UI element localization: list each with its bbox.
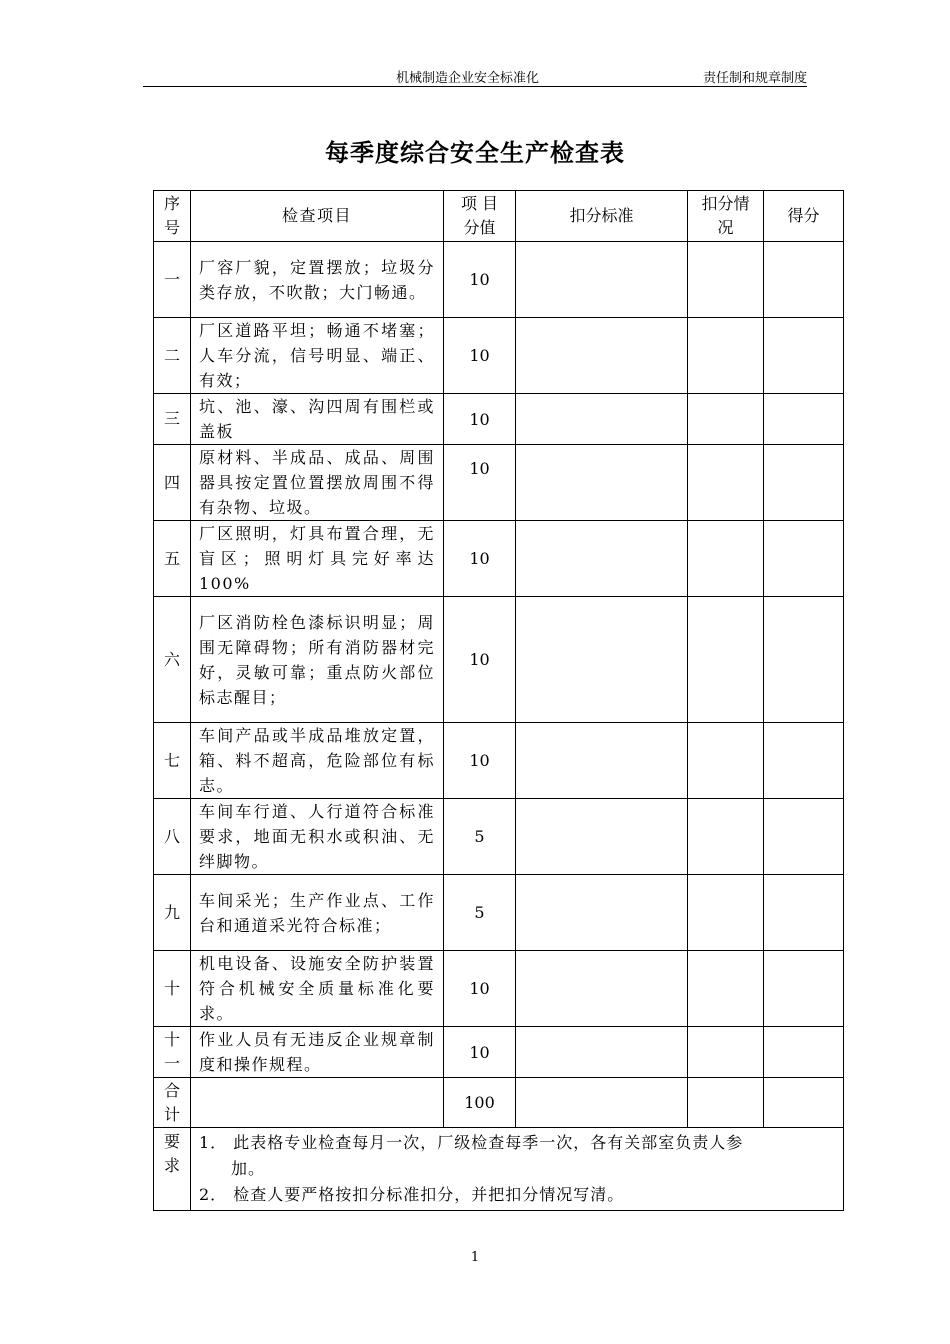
total-deduction-cell xyxy=(688,1078,764,1128)
row-got-cell xyxy=(764,445,844,521)
row-item: 车间车行道、人行道符合标准要求，地面无积水或积油、无绊脚物。 xyxy=(191,799,444,875)
row-seq: 九 xyxy=(154,875,191,951)
table-row xyxy=(154,1027,844,1078)
row-deduction-cell xyxy=(688,1027,764,1078)
row-got-cell xyxy=(764,242,844,318)
requirements-text xyxy=(191,1128,844,1211)
row-seq: 七 xyxy=(154,723,191,799)
row-standard-cell xyxy=(516,1027,688,1078)
requirements-label-line1: 要 xyxy=(163,1132,180,1151)
row-deduction-cell xyxy=(688,242,764,318)
row-item: 原材料、半成品、成品、周围器具按定置位置摆放周围不得有杂物、垃圾。 xyxy=(191,445,444,521)
row-standard-cell xyxy=(516,723,688,799)
row-got-cell xyxy=(764,394,844,445)
row-seq: 四 xyxy=(154,445,191,521)
row-item: 厂区道路平坦；畅通不堵塞；人车分流，信号明显、端正、有效； xyxy=(191,318,444,394)
row-standard-cell xyxy=(516,394,688,445)
row-item: 车间产品或半成品堆放定置，箱、料不超高，危险部位有标志。 xyxy=(191,723,444,799)
row-score: 10 xyxy=(444,242,516,318)
header-left-text: 机械制造企业安全标准化 xyxy=(396,71,540,86)
requirements-label xyxy=(154,1128,191,1211)
table-row xyxy=(154,597,844,723)
header-standard: 扣分标准 xyxy=(516,191,688,242)
row-score: 10 xyxy=(444,1027,516,1078)
row-seq: 五 xyxy=(154,521,191,597)
row-got-cell xyxy=(764,1027,844,1078)
row-got-cell xyxy=(764,799,844,875)
table-row xyxy=(154,521,844,597)
row-standard-cell xyxy=(516,445,688,521)
row-score: 10 xyxy=(444,723,516,799)
header-deduction-line1: 扣分情 xyxy=(701,194,750,213)
header-seq-line1: 序 xyxy=(163,194,180,213)
row-score: 10 xyxy=(444,951,516,1027)
page-number: 1 xyxy=(470,1250,480,1265)
total-row xyxy=(154,1078,844,1128)
table-row xyxy=(154,723,844,799)
requirements-row xyxy=(154,1128,844,1211)
row-standard-cell xyxy=(516,318,688,394)
row-got-cell xyxy=(764,521,844,597)
row-deduction-cell xyxy=(688,597,764,723)
header-score-line1: 项 目 xyxy=(460,194,499,213)
row-item: 坑、池、濠、沟四周有围栏或盖板 xyxy=(191,394,444,445)
row-score: 5 xyxy=(444,875,516,951)
row-seq: 二 xyxy=(154,318,191,394)
total-label xyxy=(154,1078,191,1128)
row-seq xyxy=(154,1027,191,1078)
row-standard-cell xyxy=(516,597,688,723)
header-seq xyxy=(154,191,191,242)
row-item: 作业人员有无违反企业规章制度和操作规程。 xyxy=(191,1027,444,1078)
row-score: 10 xyxy=(444,597,516,723)
row-standard-cell xyxy=(516,951,688,1027)
row-deduction-cell xyxy=(688,875,764,951)
row-got-cell xyxy=(764,951,844,1027)
page-title: 每季度综合安全生产检查表 xyxy=(325,138,625,167)
row-score: 5 xyxy=(444,799,516,875)
row-deduction-cell xyxy=(688,723,764,799)
requirement-2: 2． 检查人要严格按扣分标准扣分，并把扣分情况写清。 xyxy=(199,1185,625,1204)
table-header-row xyxy=(154,191,844,242)
row-standard-cell xyxy=(516,799,688,875)
total-item-cell xyxy=(191,1078,444,1128)
requirements-label-line2: 求 xyxy=(163,1156,180,1175)
table-row xyxy=(154,445,844,521)
page-header xyxy=(143,66,807,87)
row-seq: 六 xyxy=(154,597,191,723)
header-got: 得分 xyxy=(764,191,844,242)
total-standard-cell xyxy=(516,1078,688,1128)
inspection-table xyxy=(153,190,844,1211)
total-got-cell xyxy=(764,1078,844,1128)
table-row xyxy=(154,799,844,875)
total-label-line2: 计 xyxy=(163,1104,180,1124)
row-score: 10 xyxy=(444,445,516,521)
row-deduction-cell xyxy=(688,521,764,597)
table-row xyxy=(154,875,844,951)
row-standard-cell xyxy=(516,875,688,951)
row-deduction-cell xyxy=(688,445,764,521)
total-score: 100 xyxy=(444,1078,516,1128)
row-seq-text: 十一 xyxy=(163,1030,180,1073)
row-item: 厂区消防栓色漆标识明显；周围无障碍物；所有消防器材完好，灵敏可靠；重点防火部位标志醒目； xyxy=(191,597,444,723)
table-row xyxy=(154,318,844,394)
row-score: 10 xyxy=(444,394,516,445)
row-item: 厂区照明，灯具布置合理，无盲区；照明灯具完好率达100% xyxy=(191,521,444,597)
requirement-1-continued: 加。 xyxy=(231,1159,266,1178)
header-item: 检查项目 xyxy=(191,191,444,242)
row-got-cell xyxy=(764,723,844,799)
header-deduction xyxy=(688,191,764,242)
row-deduction-cell xyxy=(688,394,764,445)
row-item: 车间采光；生产作业点、工作台和通道采光符合标准； xyxy=(191,875,444,951)
row-deduction-cell xyxy=(688,799,764,875)
header-seq-line2: 号 xyxy=(163,218,180,237)
row-seq: 八 xyxy=(154,799,191,875)
row-deduction-cell xyxy=(688,318,764,394)
header-score xyxy=(444,191,516,242)
row-got-cell xyxy=(764,597,844,723)
table-row xyxy=(154,951,844,1027)
row-seq: 三 xyxy=(154,394,191,445)
header-deduction-line2: 况 xyxy=(717,218,734,237)
table-row xyxy=(154,242,844,318)
requirement-1: 1． 此表格专业检查每月一次，厂级检查每季一次，各有关部室负责人参 xyxy=(199,1133,744,1152)
row-got-cell xyxy=(764,318,844,394)
row-standard-cell xyxy=(516,242,688,318)
table-row xyxy=(154,394,844,445)
row-item: 机电设备、设施安全防护装置符合机械安全质量标准化要求。 xyxy=(191,951,444,1027)
row-got-cell xyxy=(764,875,844,951)
row-score: 10 xyxy=(444,521,516,597)
row-deduction-cell xyxy=(688,951,764,1027)
total-label-line1: 合 xyxy=(163,1080,180,1100)
header-right-text: 责任制和规章制度 xyxy=(702,71,807,86)
row-item: 厂容厂貌，定置摆放；垃圾分类存放，不吹散；大门畅通。 xyxy=(191,242,444,318)
row-seq: 一 xyxy=(154,242,191,318)
header-score-line2: 分值 xyxy=(463,218,496,237)
row-standard-cell xyxy=(516,521,688,597)
row-score: 10 xyxy=(444,318,516,394)
row-seq: 十 xyxy=(154,951,191,1027)
